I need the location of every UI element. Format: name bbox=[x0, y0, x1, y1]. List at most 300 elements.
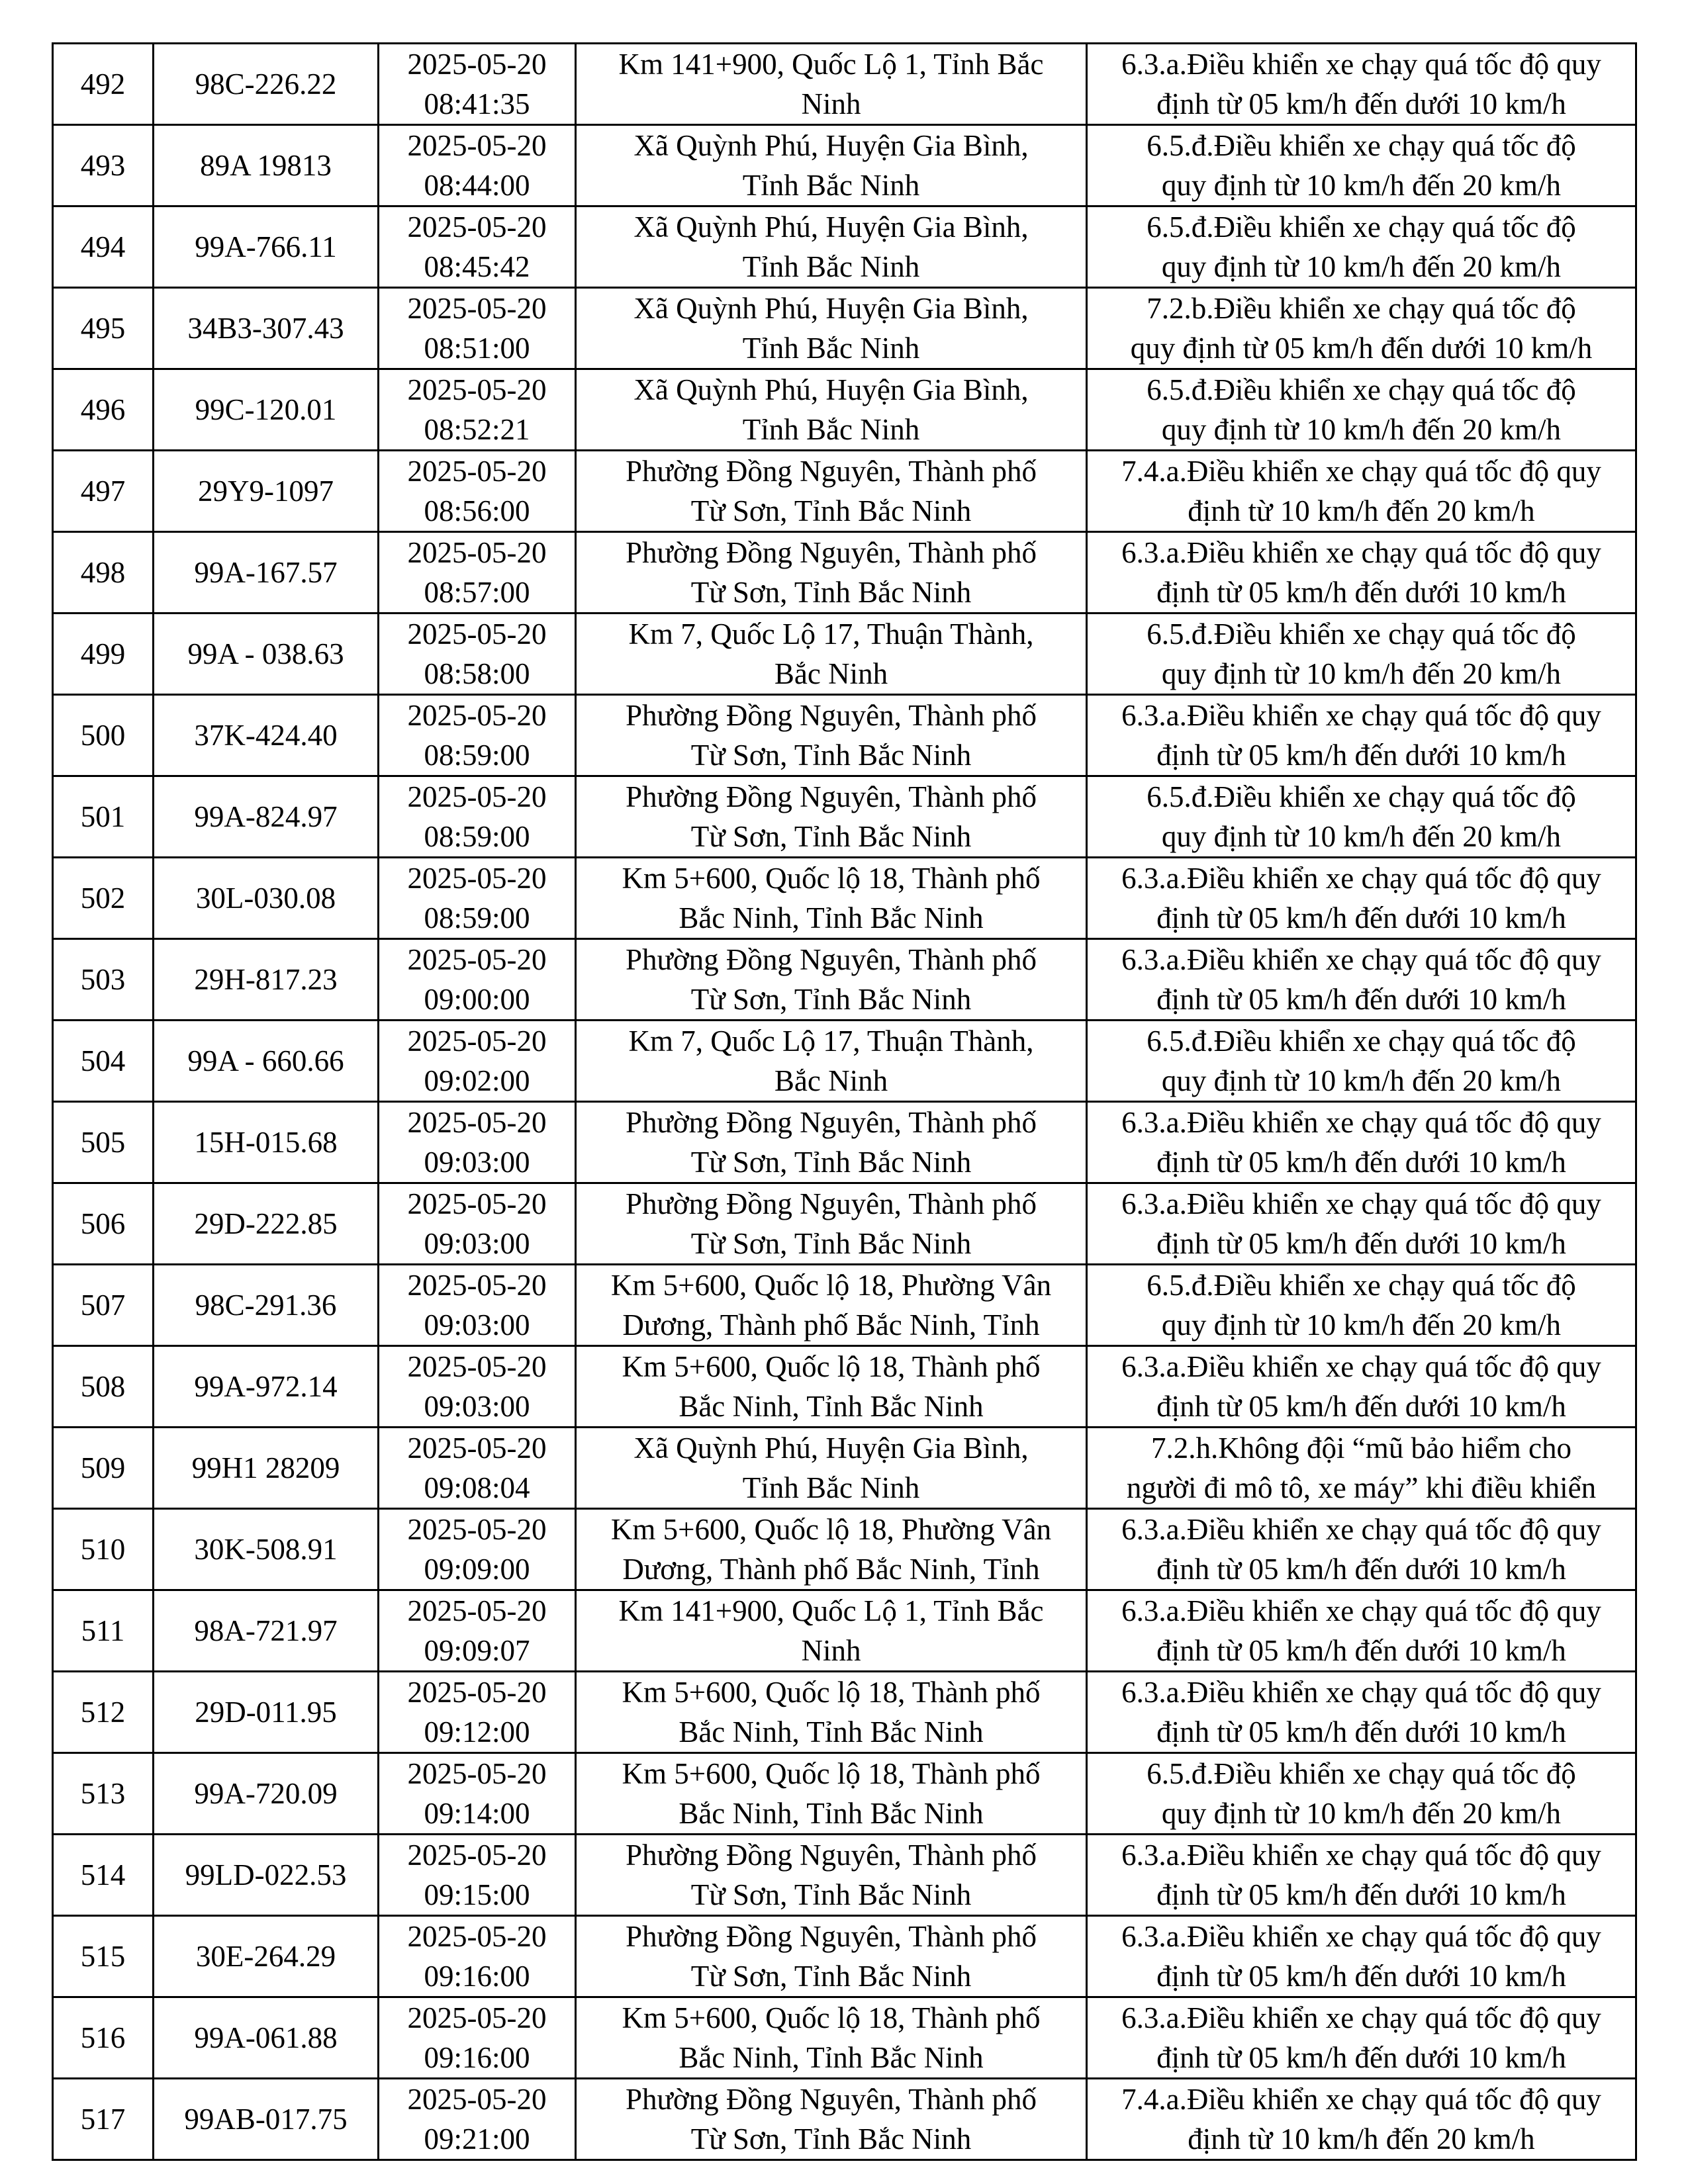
license-plate-cell bbox=[154, 44, 379, 125]
violation-cell-line-1: 6.3.a.Điều khiển xe chạy quá tốc độ quy bbox=[1121, 1920, 1601, 1953]
datetime-cell-line-1: 2025-05-20 bbox=[407, 862, 547, 895]
row-number-cell bbox=[53, 2079, 154, 2160]
location-cell-line-1: Km 141+900, Quốc Lộ 1, Tỉnh Bắc bbox=[618, 48, 1044, 81]
license-plate-cell bbox=[154, 1672, 379, 1753]
table-row bbox=[53, 44, 1636, 125]
violation-cell bbox=[1087, 1265, 1636, 1346]
datetime-cell bbox=[379, 206, 576, 288]
datetime-cell bbox=[379, 614, 576, 695]
table-row bbox=[53, 125, 1636, 206]
datetime-cell bbox=[379, 125, 576, 206]
location-cell-line-2: Từ Sơn, Tỉnh Bắc Ninh bbox=[690, 494, 972, 527]
datetime-cell bbox=[379, 1265, 576, 1346]
violation-cell bbox=[1087, 2079, 1636, 2160]
datetime-cell-line-2: 09:02:00 bbox=[424, 1064, 530, 1097]
datetime-cell-line-2: 08:57:00 bbox=[424, 576, 530, 609]
location-cell bbox=[576, 369, 1087, 451]
row-number-cell bbox=[53, 369, 154, 451]
row-number-cell bbox=[53, 1835, 154, 1916]
license-plate-cell bbox=[154, 532, 379, 614]
license-plate-cell-text: 29Y9-1097 bbox=[198, 475, 334, 508]
location-cell bbox=[576, 1997, 1087, 2079]
license-plate-cell-text: 99LD-022.53 bbox=[185, 1858, 347, 1891]
datetime-cell-line-1: 2025-05-20 bbox=[407, 1594, 547, 1627]
datetime-cell-line-1: 2025-05-20 bbox=[407, 129, 547, 162]
violation-cell-line-1: 6.3.a.Điều khiển xe chạy quá tốc độ quy bbox=[1121, 1839, 1601, 1872]
violation-cell-line-2: quy định từ 10 km/h đến 20 km/h bbox=[1161, 250, 1562, 283]
row-number-cell bbox=[53, 1509, 154, 1590]
datetime-cell-line-1: 2025-05-20 bbox=[407, 1106, 547, 1139]
datetime-cell-line-1: 2025-05-20 bbox=[407, 48, 547, 81]
datetime-cell-line-1: 2025-05-20 bbox=[407, 780, 547, 813]
location-cell-line-2: Bắc Ninh, Tỉnh Bắc Ninh bbox=[679, 1797, 984, 1830]
datetime-cell-line-2: 09:00:00 bbox=[424, 983, 530, 1016]
datetime-cell-line-2: 09:03:00 bbox=[424, 1227, 530, 1260]
location-cell-line-2: Tỉnh Bắc Ninh bbox=[742, 250, 920, 283]
row-number-cell-text: 499 bbox=[80, 637, 126, 670]
location-cell-line-1: Km 5+600, Quốc lộ 18, Thành phố bbox=[622, 1757, 1041, 1790]
license-plate-cell bbox=[154, 695, 379, 776]
license-plate-cell-text: 30L-030.08 bbox=[195, 882, 336, 915]
violation-cell-line-2: quy định từ 10 km/h đến 20 km/h bbox=[1161, 1064, 1562, 1097]
violation-cell-line-2: người đi mô tô, xe máy” khi điều khiển bbox=[1126, 1471, 1597, 1504]
datetime-cell-line-2: 08:52:21 bbox=[424, 413, 530, 446]
violation-cell-line-2: định từ 05 km/h đến dưới 10 km/h bbox=[1156, 983, 1566, 1016]
violation-cell-line-2: định từ 05 km/h đến dưới 10 km/h bbox=[1156, 1878, 1566, 1911]
row-number-cell-text: 492 bbox=[80, 68, 126, 101]
location-cell-line-1: Phường Đồng Nguyên, Thành phố bbox=[625, 699, 1037, 732]
datetime-cell-line-1: 2025-05-20 bbox=[407, 1024, 547, 1058]
license-plate-cell-text: 99A-720.09 bbox=[194, 1777, 338, 1810]
table-row bbox=[53, 776, 1636, 858]
row-number-cell-text: 493 bbox=[80, 149, 126, 182]
datetime-cell-line-2: 08:59:00 bbox=[424, 901, 530, 934]
location-cell-line-2: Tỉnh Bắc Ninh bbox=[742, 332, 920, 365]
datetime-cell bbox=[379, 695, 576, 776]
table-row bbox=[53, 1265, 1636, 1346]
location-cell-line-2: Từ Sơn, Tỉnh Bắc Ninh bbox=[690, 1146, 972, 1179]
license-plate-cell-text: 29H-817.23 bbox=[194, 963, 338, 996]
violation-cell-line-2: định từ 05 km/h đến dưới 10 km/h bbox=[1156, 1715, 1566, 1749]
datetime-cell-line-1: 2025-05-20 bbox=[407, 455, 547, 488]
license-plate-cell-text: 99A - 660.66 bbox=[187, 1044, 344, 1077]
violation-cell-line-2: định từ 05 km/h đến dưới 10 km/h bbox=[1156, 87, 1566, 120]
row-number-cell-text: 500 bbox=[80, 719, 126, 752]
row-number-cell bbox=[53, 206, 154, 288]
location-cell bbox=[576, 614, 1087, 695]
license-plate-cell bbox=[154, 1346, 379, 1428]
location-cell-line-1: Xã Quỳnh Phú, Huyện Gia Bình, bbox=[633, 129, 1029, 162]
datetime-cell bbox=[379, 1753, 576, 1835]
row-number-cell-text: 494 bbox=[80, 230, 126, 263]
datetime-cell bbox=[379, 1428, 576, 1509]
table-row bbox=[53, 1346, 1636, 1428]
datetime-cell-line-1: 2025-05-20 bbox=[407, 699, 547, 732]
location-cell bbox=[576, 44, 1087, 125]
row-number-cell-text: 514 bbox=[80, 1858, 126, 1891]
datetime-cell bbox=[379, 776, 576, 858]
violation-cell-line-1: 6.5.đ.Điều khiển xe chạy quá tốc độ bbox=[1147, 373, 1576, 406]
location-cell-line-1: Phường Đồng Nguyên, Thành phố bbox=[625, 2083, 1037, 2116]
table-row bbox=[53, 614, 1636, 695]
row-number-cell-text: 495 bbox=[80, 312, 126, 345]
location-cell-line-1: Phường Đồng Nguyên, Thành phố bbox=[625, 943, 1037, 976]
datetime-cell-line-2: 09:14:00 bbox=[424, 1797, 530, 1830]
location-cell-line-2: Từ Sơn, Tỉnh Bắc Ninh bbox=[690, 2122, 972, 2156]
table-row bbox=[53, 288, 1636, 369]
location-cell bbox=[576, 1590, 1087, 1672]
violation-cell-line-2: định từ 05 km/h đến dưới 10 km/h bbox=[1156, 1553, 1566, 1586]
datetime-cell bbox=[379, 1346, 576, 1428]
table-row bbox=[53, 1428, 1636, 1509]
license-plate-cell bbox=[154, 1835, 379, 1916]
location-cell-line-1: Phường Đồng Nguyên, Thành phố bbox=[625, 1187, 1037, 1220]
datetime-cell bbox=[379, 1916, 576, 1997]
datetime-cell bbox=[379, 369, 576, 451]
location-cell-line-2: Bắc Ninh, Tỉnh Bắc Ninh bbox=[679, 901, 984, 934]
violation-cell-line-1: 6.3.a.Điều khiển xe chạy quá tốc độ quy bbox=[1121, 943, 1601, 976]
location-cell-line-2: Từ Sơn, Tỉnh Bắc Ninh bbox=[690, 983, 972, 1016]
location-cell-line-1: Km 7, Quốc Lộ 17, Thuận Thành, bbox=[628, 617, 1034, 651]
datetime-cell-line-1: 2025-05-20 bbox=[407, 1839, 547, 1872]
datetime-cell bbox=[379, 44, 576, 125]
license-plate-cell bbox=[154, 614, 379, 695]
row-number-cell-text: 503 bbox=[80, 963, 126, 996]
violation-cell bbox=[1087, 614, 1636, 695]
datetime-cell-line-1: 2025-05-20 bbox=[407, 1269, 547, 1302]
row-number-cell bbox=[53, 1021, 154, 1102]
license-plate-cell bbox=[154, 206, 379, 288]
table-row bbox=[53, 858, 1636, 939]
datetime-cell-line-1: 2025-05-20 bbox=[407, 373, 547, 406]
license-plate-cell bbox=[154, 288, 379, 369]
location-cell-line-1: Phường Đồng Nguyên, Thành phố bbox=[625, 780, 1037, 813]
location-cell-line-2: Từ Sơn, Tỉnh Bắc Ninh bbox=[690, 576, 972, 609]
location-cell bbox=[576, 1346, 1087, 1428]
datetime-cell bbox=[379, 858, 576, 939]
location-cell-line-2: Từ Sơn, Tỉnh Bắc Ninh bbox=[690, 1878, 972, 1911]
location-cell-line-2: Ninh bbox=[801, 1634, 861, 1667]
violation-cell bbox=[1087, 532, 1636, 614]
datetime-cell bbox=[379, 451, 576, 532]
location-cell bbox=[576, 1916, 1087, 1997]
row-number-cell-text: 517 bbox=[80, 2103, 126, 2136]
violation-cell-line-2: định từ 10 km/h đến 20 km/h bbox=[1188, 494, 1535, 527]
table-row bbox=[53, 939, 1636, 1021]
violation-cell-line-1: 7.2.b.Điều khiển xe chạy quá tốc độ bbox=[1147, 292, 1576, 325]
datetime-cell bbox=[379, 1590, 576, 1672]
row-number-cell-text: 516 bbox=[80, 2021, 126, 2054]
datetime-cell-line-2: 08:51:00 bbox=[424, 332, 530, 365]
location-cell bbox=[576, 1428, 1087, 1509]
location-cell-line-1: Xã Quỳnh Phú, Huyện Gia Bình, bbox=[633, 210, 1029, 244]
datetime-cell-line-2: 08:44:00 bbox=[424, 169, 530, 202]
location-cell bbox=[576, 1509, 1087, 1590]
violation-cell bbox=[1087, 1509, 1636, 1590]
location-cell-line-1: Km 5+600, Quốc lộ 18, Thành phố bbox=[622, 2001, 1041, 2034]
location-cell-line-1: Phường Đồng Nguyên, Thành phố bbox=[625, 1839, 1037, 1872]
datetime-cell bbox=[379, 1509, 576, 1590]
license-plate-cell-text: 29D-222.85 bbox=[194, 1207, 338, 1240]
row-number-cell-text: 501 bbox=[80, 800, 126, 833]
row-number-cell bbox=[53, 532, 154, 614]
table-row bbox=[53, 206, 1636, 288]
row-number-cell bbox=[53, 1346, 154, 1428]
violation-cell-line-2: định từ 05 km/h đến dưới 10 km/h bbox=[1156, 1227, 1566, 1260]
violation-cell-line-2: quy định từ 10 km/h đến 20 km/h bbox=[1161, 820, 1562, 853]
location-cell-line-2: Từ Sơn, Tỉnh Bắc Ninh bbox=[690, 1960, 972, 1993]
location-cell bbox=[576, 1672, 1087, 1753]
location-cell-line-1: Phường Đồng Nguyên, Thành phố bbox=[625, 536, 1037, 569]
location-cell-line-2: Bắc Ninh bbox=[774, 1064, 888, 1097]
row-number-cell-text: 515 bbox=[80, 1940, 126, 1973]
datetime-cell-line-1: 2025-05-20 bbox=[407, 1757, 547, 1790]
location-cell-line-2: Bắc Ninh, Tỉnh Bắc Ninh bbox=[679, 1715, 984, 1749]
location-cell-line-1: Km 5+600, Quốc lộ 18, Phường Vân bbox=[610, 1513, 1052, 1546]
table-row bbox=[53, 2079, 1636, 2160]
license-plate-cell bbox=[154, 125, 379, 206]
license-plate-cell-text: 30E-264.29 bbox=[195, 1940, 336, 1973]
violation-cell bbox=[1087, 1183, 1636, 1265]
violation-cell bbox=[1087, 1346, 1636, 1428]
row-number-cell-text: 512 bbox=[80, 1696, 126, 1729]
violation-cell bbox=[1087, 858, 1636, 939]
location-cell-line-1: Xã Quỳnh Phú, Huyện Gia Bình, bbox=[633, 292, 1029, 325]
location-cell bbox=[576, 939, 1087, 1021]
license-plate-cell bbox=[154, 369, 379, 451]
datetime-cell bbox=[379, 1835, 576, 1916]
datetime-cell-line-1: 2025-05-20 bbox=[407, 536, 547, 569]
datetime-cell-line-2: 08:56:00 bbox=[424, 494, 530, 527]
violation-cell bbox=[1087, 1428, 1636, 1509]
datetime-cell-line-1: 2025-05-20 bbox=[407, 1676, 547, 1709]
table-row bbox=[53, 695, 1636, 776]
license-plate-cell-text: 99A-972.14 bbox=[194, 1370, 338, 1403]
violation-cell bbox=[1087, 451, 1636, 532]
datetime-cell bbox=[379, 1021, 576, 1102]
license-plate-cell-text: 99A-824.97 bbox=[194, 800, 338, 833]
row-number-cell-text: 497 bbox=[80, 475, 126, 508]
table-row bbox=[53, 1102, 1636, 1183]
datetime-cell-line-2: 08:58:00 bbox=[424, 657, 530, 690]
violation-cell bbox=[1087, 1102, 1636, 1183]
violation-cell-line-2: định từ 05 km/h đến dưới 10 km/h bbox=[1156, 2041, 1566, 2074]
location-cell-line-2: Tỉnh Bắc Ninh bbox=[742, 1471, 920, 1504]
location-cell bbox=[576, 125, 1087, 206]
table-row bbox=[53, 532, 1636, 614]
location-cell bbox=[576, 1753, 1087, 1835]
datetime-cell-line-2: 09:09:00 bbox=[424, 1553, 530, 1586]
row-number-cell bbox=[53, 1672, 154, 1753]
datetime-cell-line-2: 09:03:00 bbox=[424, 1146, 530, 1179]
location-cell bbox=[576, 858, 1087, 939]
datetime-cell-line-1: 2025-05-20 bbox=[407, 210, 547, 244]
violation-cell bbox=[1087, 1753, 1636, 1835]
table-row bbox=[53, 1672, 1636, 1753]
violation-cell-line-1: 6.3.a.Điều khiển xe chạy quá tốc độ quy bbox=[1121, 1676, 1601, 1709]
location-cell-line-2: Dương, Thành phố Bắc Ninh, Tỉnh bbox=[622, 1308, 1040, 1342]
violations-table bbox=[52, 42, 1637, 2161]
violation-cell-line-1: 6.3.a.Điều khiển xe chạy quá tốc độ quy bbox=[1121, 1594, 1601, 1627]
violation-cell-line-2: định từ 05 km/h đến dưới 10 km/h bbox=[1156, 576, 1566, 609]
violation-cell bbox=[1087, 1021, 1636, 1102]
datetime-cell-line-2: 09:12:00 bbox=[424, 1715, 530, 1749]
location-cell-line-1: Km 5+600, Quốc lộ 18, Phường Vân bbox=[610, 1269, 1052, 1302]
row-number-cell bbox=[53, 858, 154, 939]
location-cell bbox=[576, 1021, 1087, 1102]
datetime-cell-line-1: 2025-05-20 bbox=[407, 617, 547, 651]
datetime-cell bbox=[379, 532, 576, 614]
violation-cell-line-1: 7.4.a.Điều khiển xe chạy quá tốc độ quy bbox=[1121, 2083, 1601, 2116]
license-plate-cell-text: 30K-508.91 bbox=[194, 1533, 338, 1566]
table-row bbox=[53, 1835, 1636, 1916]
datetime-cell-line-2: 08:41:35 bbox=[424, 87, 530, 120]
location-cell-line-1: Xã Quỳnh Phú, Huyện Gia Bình, bbox=[633, 373, 1029, 406]
table-row bbox=[53, 1997, 1636, 2079]
violation-cell-line-1: 6.5.đ.Điều khiển xe chạy quá tốc độ bbox=[1147, 1757, 1576, 1790]
row-number-cell bbox=[53, 288, 154, 369]
row-number-cell-text: 504 bbox=[80, 1044, 126, 1077]
location-cell bbox=[576, 206, 1087, 288]
location-cell bbox=[576, 2079, 1087, 2160]
row-number-cell-text: 513 bbox=[80, 1777, 126, 1810]
datetime-cell-line-1: 2025-05-20 bbox=[407, 1513, 547, 1546]
violation-cell bbox=[1087, 776, 1636, 858]
violation-cell bbox=[1087, 125, 1636, 206]
location-cell bbox=[576, 776, 1087, 858]
datetime-cell bbox=[379, 939, 576, 1021]
license-plate-cell bbox=[154, 1916, 379, 1997]
license-plate-cell-text: 98A-721.97 bbox=[194, 1614, 338, 1647]
row-number-cell bbox=[53, 125, 154, 206]
datetime-cell-line-1: 2025-05-20 bbox=[407, 943, 547, 976]
license-plate-cell-text: 15H-015.68 bbox=[194, 1126, 338, 1159]
location-cell bbox=[576, 1183, 1087, 1265]
table-row bbox=[53, 451, 1636, 532]
row-number-cell-text: 496 bbox=[80, 393, 126, 426]
license-plate-cell bbox=[154, 1590, 379, 1672]
violation-cell-line-1: 6.5.đ.Điều khiển xe chạy quá tốc độ bbox=[1147, 210, 1576, 244]
location-cell bbox=[576, 1102, 1087, 1183]
license-plate-cell bbox=[154, 1753, 379, 1835]
row-number-cell bbox=[53, 1102, 154, 1183]
license-plate-cell-text: 37K-424.40 bbox=[194, 719, 338, 752]
location-cell bbox=[576, 288, 1087, 369]
violation-cell bbox=[1087, 44, 1636, 125]
datetime-cell-line-1: 2025-05-20 bbox=[407, 1350, 547, 1383]
violation-cell bbox=[1087, 695, 1636, 776]
violation-cell-line-2: định từ 05 km/h đến dưới 10 km/h bbox=[1156, 901, 1566, 934]
violation-cell bbox=[1087, 1835, 1636, 1916]
row-number-cell bbox=[53, 614, 154, 695]
location-cell bbox=[576, 1835, 1087, 1916]
table-row bbox=[53, 1590, 1636, 1672]
license-plate-cell-text: 99A-766.11 bbox=[195, 230, 337, 263]
row-number-cell-text: 502 bbox=[80, 882, 126, 915]
datetime-cell-line-2: 09:21:00 bbox=[424, 2122, 530, 2156]
location-cell-line-2: Bắc Ninh, Tỉnh Bắc Ninh bbox=[679, 2041, 984, 2074]
location-cell-line-2: Từ Sơn, Tỉnh Bắc Ninh bbox=[690, 1227, 972, 1260]
datetime-cell-line-1: 2025-05-20 bbox=[407, 1432, 547, 1465]
document-page bbox=[52, 42, 1635, 2161]
violation-cell-line-1: 6.3.a.Điều khiển xe chạy quá tốc độ quy bbox=[1121, 1513, 1601, 1546]
violation-cell-line-1: 6.5.đ.Điều khiển xe chạy quá tốc độ bbox=[1147, 129, 1576, 162]
license-plate-cell-text: 99A-167.57 bbox=[194, 556, 338, 589]
table-row bbox=[53, 1753, 1636, 1835]
violation-cell-line-1: 6.5.đ.Điều khiển xe chạy quá tốc độ bbox=[1147, 780, 1576, 813]
violation-cell-line-1: 6.5.đ.Điều khiển xe chạy quá tốc độ bbox=[1147, 617, 1576, 651]
datetime-cell bbox=[379, 1997, 576, 2079]
license-plate-cell-text: 89A 19813 bbox=[200, 149, 332, 182]
datetime-cell-line-2: 09:15:00 bbox=[424, 1878, 530, 1911]
location-cell-line-2: Bắc Ninh, Tỉnh Bắc Ninh bbox=[679, 1390, 984, 1423]
violation-cell-line-2: quy định từ 05 km/h đến dưới 10 km/h bbox=[1130, 332, 1593, 365]
datetime-cell-line-2: 08:59:00 bbox=[424, 739, 530, 772]
datetime-cell-line-2: 09:16:00 bbox=[424, 1960, 530, 1993]
violation-cell-line-1: 6.3.a.Điều khiển xe chạy quá tốc độ quy bbox=[1121, 862, 1601, 895]
datetime-cell bbox=[379, 288, 576, 369]
datetime-cell-line-2: 08:45:42 bbox=[424, 250, 530, 283]
violation-cell-line-1: 6.3.a.Điều khiển xe chạy quá tốc độ quy bbox=[1121, 536, 1601, 569]
row-number-cell bbox=[53, 1997, 154, 2079]
violation-cell-line-2: định từ 10 km/h đến 20 km/h bbox=[1188, 2122, 1535, 2156]
license-plate-cell bbox=[154, 451, 379, 532]
table-row bbox=[53, 1183, 1636, 1265]
violation-cell-line-1: 6.5.đ.Điều khiển xe chạy quá tốc độ bbox=[1147, 1269, 1576, 1302]
license-plate-cell bbox=[154, 939, 379, 1021]
violation-cell-line-1: 6.5.đ.Điều khiển xe chạy quá tốc độ bbox=[1147, 1024, 1576, 1058]
violation-cell bbox=[1087, 1672, 1636, 1753]
row-number-cell-text: 498 bbox=[80, 556, 126, 589]
row-number-cell bbox=[53, 1753, 154, 1835]
row-number-cell-text: 508 bbox=[80, 1370, 126, 1403]
violation-cell-line-1: 7.4.a.Điều khiển xe chạy quá tốc độ quy bbox=[1121, 455, 1601, 488]
location-cell-line-2: Ninh bbox=[801, 87, 861, 120]
location-cell-line-1: Phường Đồng Nguyên, Thành phố bbox=[625, 1106, 1037, 1139]
datetime-cell-line-2: 09:03:00 bbox=[424, 1390, 530, 1423]
violation-cell bbox=[1087, 1916, 1636, 1997]
violations-table-body bbox=[53, 44, 1636, 2160]
license-plate-cell bbox=[154, 1265, 379, 1346]
datetime-cell-line-1: 2025-05-20 bbox=[407, 2001, 547, 2034]
location-cell bbox=[576, 695, 1087, 776]
row-number-cell-text: 506 bbox=[80, 1207, 126, 1240]
location-cell bbox=[576, 451, 1087, 532]
row-number-cell bbox=[53, 1916, 154, 1997]
violation-cell-line-1: 7.2.h.Không đội “mũ bảo hiểm cho bbox=[1151, 1432, 1571, 1465]
violation-cell-line-1: 6.3.a.Điều khiển xe chạy quá tốc độ quy bbox=[1121, 48, 1601, 81]
violation-cell bbox=[1087, 1590, 1636, 1672]
violation-cell-line-1: 6.3.a.Điều khiển xe chạy quá tốc độ quy bbox=[1121, 1106, 1601, 1139]
violation-cell-line-2: định từ 05 km/h đến dưới 10 km/h bbox=[1156, 1390, 1566, 1423]
row-number-cell bbox=[53, 44, 154, 125]
license-plate-cell bbox=[154, 1428, 379, 1509]
license-plate-cell-text: 29D-011.95 bbox=[195, 1696, 337, 1729]
location-cell-line-1: Km 141+900, Quốc Lộ 1, Tỉnh Bắc bbox=[618, 1594, 1044, 1627]
license-plate-cell bbox=[154, 1183, 379, 1265]
license-plate-cell-text: 98C-291.36 bbox=[195, 1289, 337, 1322]
location-cell-line-2: Từ Sơn, Tỉnh Bắc Ninh bbox=[690, 820, 972, 853]
location-cell-line-1: Xã Quỳnh Phú, Huyện Gia Bình, bbox=[633, 1432, 1029, 1465]
location-cell-line-1: Km 5+600, Quốc lộ 18, Thành phố bbox=[622, 1676, 1041, 1709]
location-cell-line-1: Phường Đồng Nguyên, Thành phố bbox=[625, 455, 1037, 488]
violation-cell-line-2: quy định từ 10 km/h đến 20 km/h bbox=[1161, 1308, 1562, 1342]
table-row bbox=[53, 369, 1636, 451]
license-plate-cell bbox=[154, 1021, 379, 1102]
row-number-cell bbox=[53, 1265, 154, 1346]
row-number-cell bbox=[53, 451, 154, 532]
violation-cell-line-2: định từ 05 km/h đến dưới 10 km/h bbox=[1156, 1146, 1566, 1179]
